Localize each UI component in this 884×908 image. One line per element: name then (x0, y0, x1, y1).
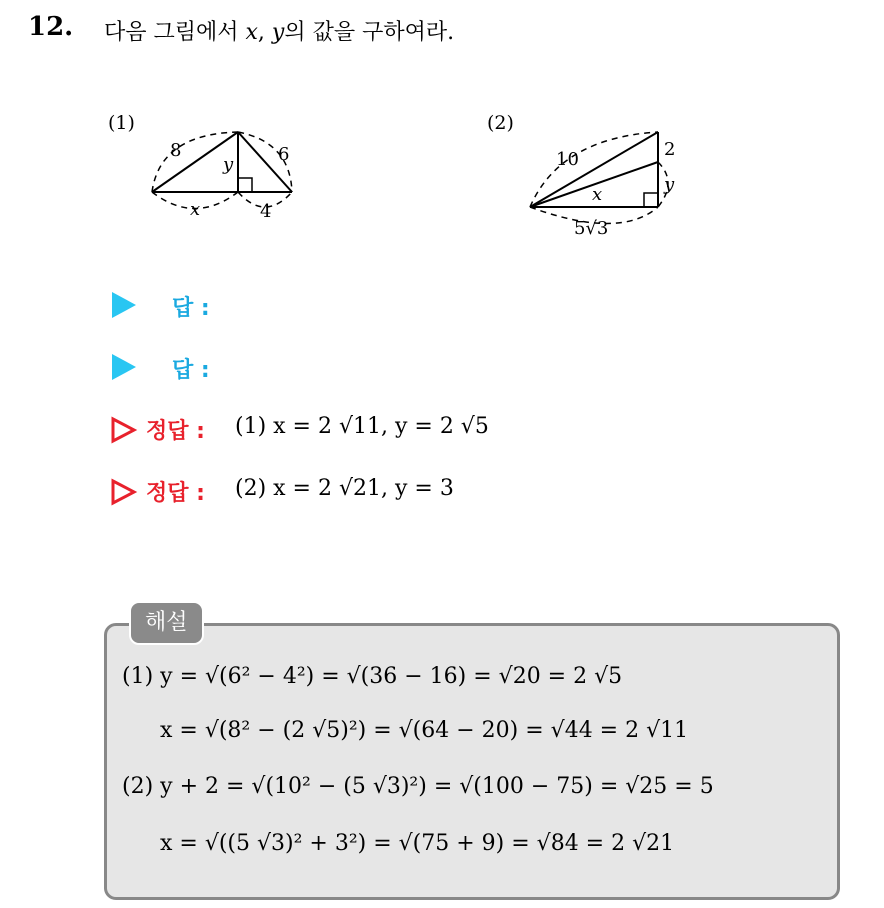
answer-arrow-icon (112, 292, 136, 318)
fig1-label-x: x (190, 199, 201, 220)
fig2-label-10: 10 (556, 149, 579, 170)
correct-answer-1: (1) x = 2 √11, y = 2 √5 (235, 414, 489, 439)
answer-label-1: 답 : (172, 296, 210, 321)
solution-line-3: (2) y + 2 = √(10² − (5 √3)²) = √(100 − 75) = √25 = 5 (122, 774, 714, 799)
fig1-label-4: 4 (260, 201, 272, 222)
question-number: 12. (28, 12, 74, 42)
correct-label-2: 정답 : (146, 481, 205, 506)
figure-1-diagram (140, 120, 310, 230)
answer-arrow-icon (112, 354, 136, 380)
correct-arrow-icon (110, 416, 138, 444)
figure-2-diagram (520, 120, 700, 245)
fig2-label-y: y (664, 174, 675, 195)
solution-line-4: x = √((5 √3)² + 3²) = √(75 + 9) = √84 = 2 √21 (160, 831, 675, 856)
answer-label-2: 답 : (172, 358, 210, 383)
question-text: 다음 그림에서 x, y의 값을 구하여라. (104, 20, 455, 45)
correct-arrow-icon (110, 478, 138, 506)
solution-tag: 해설 (129, 601, 204, 645)
fig2-label-x: x (592, 184, 603, 205)
correct-label-1: 정답 : (146, 419, 205, 444)
solution-line-1: (1) y = √(6² − 4²) = √(36 − 16) = √20 = 2 √5 (122, 664, 623, 689)
figure-1-label: (1) (108, 112, 135, 134)
solution-line-2: x = √(8² − (2 √5)²) = √(64 − 20) = √44 = 2 √11 (160, 718, 689, 743)
fig2-label-base: 5√3 (574, 218, 609, 239)
fig1-label-6: 6 (278, 144, 290, 165)
fig1-label-y: y (223, 154, 234, 175)
correct-answer-2: (2) x = 2 √21, y = 3 (235, 476, 454, 501)
figure-2-label: (2) (487, 112, 514, 134)
fig1-label-8: 8 (170, 140, 182, 161)
fig2-label-2: 2 (664, 139, 676, 160)
